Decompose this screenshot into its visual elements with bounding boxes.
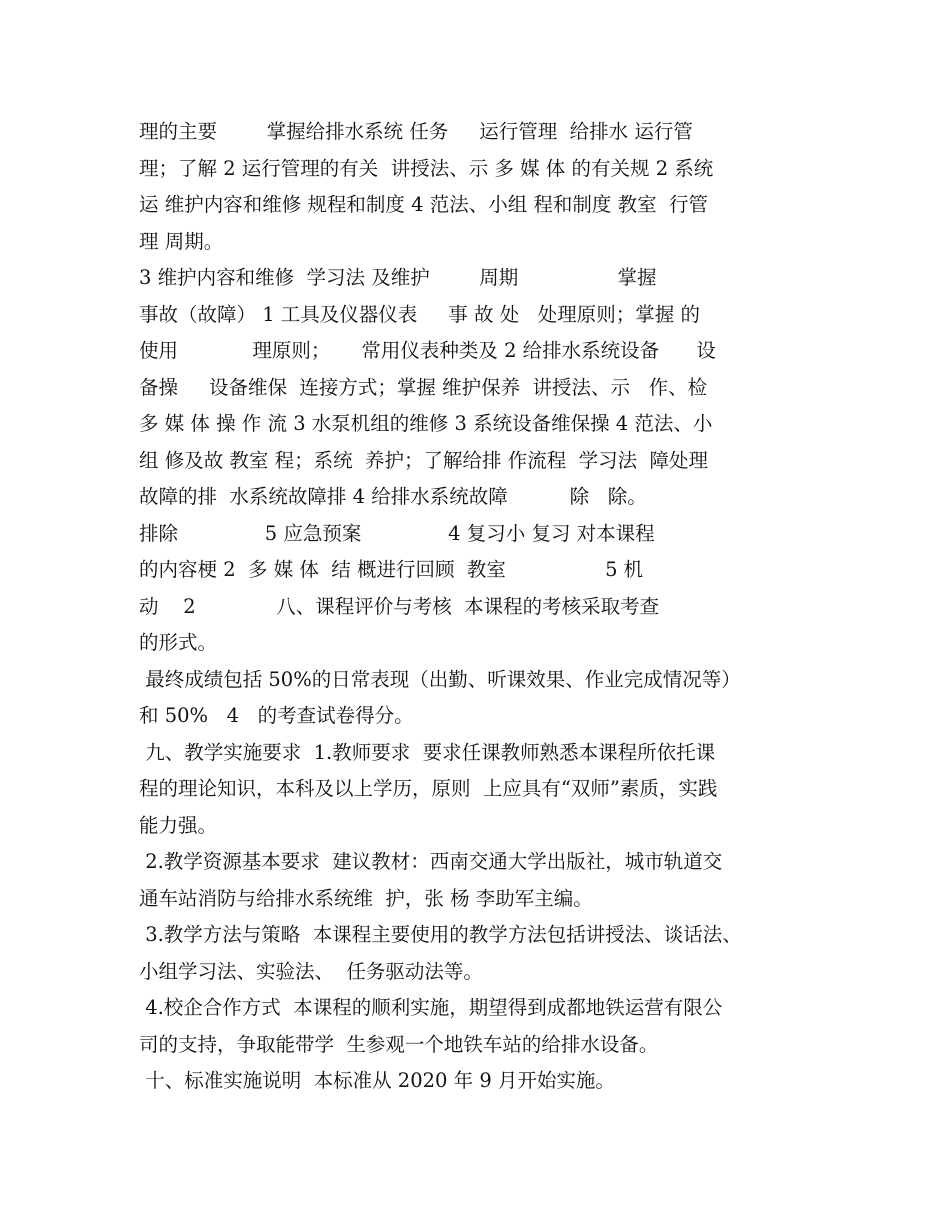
text-line: 小组学习法、实验法、 任务驱动法等。	[139, 959, 483, 983]
text-line: 多 媒 体 操 作 流 3 水泵机组的维修 3 系统设备维保操 4 范法、小	[139, 412, 713, 435]
text-line: 组 修及故 教室 程；系统 养护；了解给排 作流程 学习法 障处理	[139, 448, 708, 472]
text-line: 和 50% 4 的考查试卷得分。	[139, 704, 414, 727]
section-heading-line: 九、教学实施要求 1.教师要求 要求任课教师熟悉本课程所依托课	[139, 740, 716, 764]
text-line: 司的支持，争取能带学 生参观一个地铁车站的给排水设备。	[139, 1032, 659, 1056]
document-body	[139, 114, 829, 1100]
text-line: 理 周期。	[139, 229, 224, 253]
text-line: 的形式。	[139, 631, 218, 654]
text-line: 故障的排 水系统故障排 4 给排水系统故障 除 除。	[139, 485, 647, 508]
text-line: 动 2 八、课程评价与考核 本课程的考核采取考查	[139, 594, 660, 618]
text-line: 程的理论知识，本科及以上学历，原则 上应具有“双师”素质，实践	[139, 777, 718, 800]
section-heading-line: 十、标准实施说明 本标准从 2020 年 9 月开始实施。	[139, 1069, 615, 1092]
text-line: 最终成绩包括 50%的日常表现（出勤、听课效果、作业完成情况等）	[139, 667, 741, 691]
text-line: 理的主要 掌握给排水系统 任务 运行管理 给排水 运行管	[139, 120, 693, 143]
text-line: 事故（故障） 1 工具及仪器仪表 事 故 处 处理原则；掌握 的	[139, 302, 700, 326]
text-line: 通车站消防与给排水系统维 护，张 杨 李助军主编。	[139, 886, 593, 910]
text-line: 排除 5 应急预案 4 复习小 复习 对本课程	[139, 521, 655, 545]
text-line: 3.教学方法与策略 本课程主要使用的教学方法包括讲授法、谈话法、	[139, 923, 742, 946]
text-line: 理；了解 2 运行管理的有关 讲授法、示 多 媒 体 的有关规 2 系统	[139, 156, 714, 180]
text-line: 2.教学资源基本要求 建议教材：西南交通大学出版社，城市轨道交	[139, 850, 723, 873]
text-line: 能力强。	[139, 813, 218, 837]
text-line: 使用 理原则； 常用仪表种类及 2 给排水系统设备 设	[139, 339, 716, 362]
text-line: 运 维护内容和维修 规程和制度 4 范法、小组 程和制度 教室 行管	[139, 193, 708, 216]
text-line: 的内容梗 2 多 媒 体 结 概进行回顾 教室 5 机	[139, 558, 644, 581]
text-line: 4.校企合作方式 本课程的顺利实施，期望得到成都地铁运营有限公	[139, 996, 723, 1019]
text-line: 备操 设备维保 连接方式；掌握 维护保养 讲授法、示 作、检	[139, 375, 708, 399]
text-line: 3 维护内容和维修 学习法 及维护 周期 掌握	[139, 266, 657, 289]
